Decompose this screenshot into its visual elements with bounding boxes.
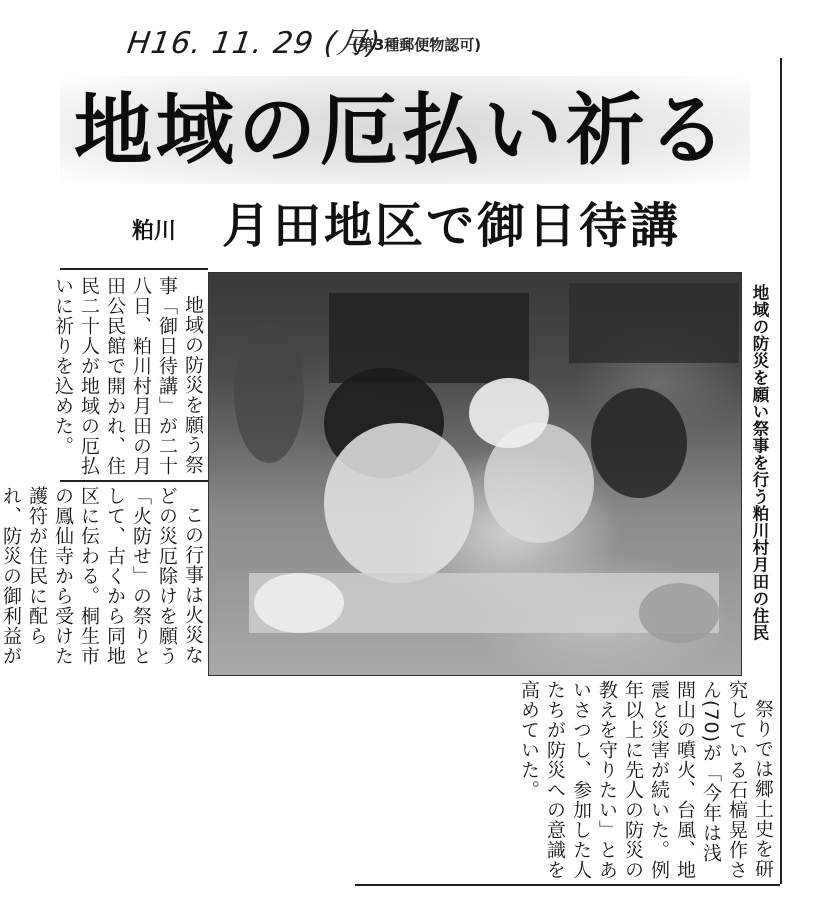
- article-headline: 地域の厄払い祈る: [74, 85, 731, 176]
- event-photo: [208, 272, 742, 676]
- divider-bottom: [355, 884, 780, 886]
- divider-top-left: [60, 268, 208, 270]
- divider-right-edge: [780, 58, 782, 884]
- paragraph-remarks: 祭りでは郷土史を研究している石槁晃作さん(70)が「今年は浅間山の噴火、台風、地震と災害が続いた。例年以上に先人の防災の教えを守りたい」とあいさつし、参加した人たちが防災への意識を高めていた。: [518, 680, 774, 880]
- divider-middle-left: [60, 480, 208, 482]
- photo-caption: 地域の防災を願い祭事を行う粕川村月田の住民: [750, 284, 769, 641]
- postal-permit-note: (第3種郵便物認可): [352, 36, 482, 54]
- photo-rendering: [209, 273, 741, 675]
- article-subheadline: 月田地区で御日待講: [222, 198, 682, 254]
- lead-paragraph: 地域の防災を願う祭事「御日待講」が二十八日、粕川村月田の月田公民館で開かれ、住民二十人が地域の厄払いに祈りを込めた。: [52, 276, 204, 476]
- place-tag: 粕川: [132, 219, 177, 244]
- handwritten-date: H16. 11. 29 (月): [125, 26, 384, 61]
- paragraph-fire-prevention: この行事は火災などの災厄除けを願う「火防せ」の祭りとして、古くから同地区に伝わる。桐生市の鳳仙寺から受けた護符が住民に配られ、防災の御利益が: [0, 486, 204, 666]
